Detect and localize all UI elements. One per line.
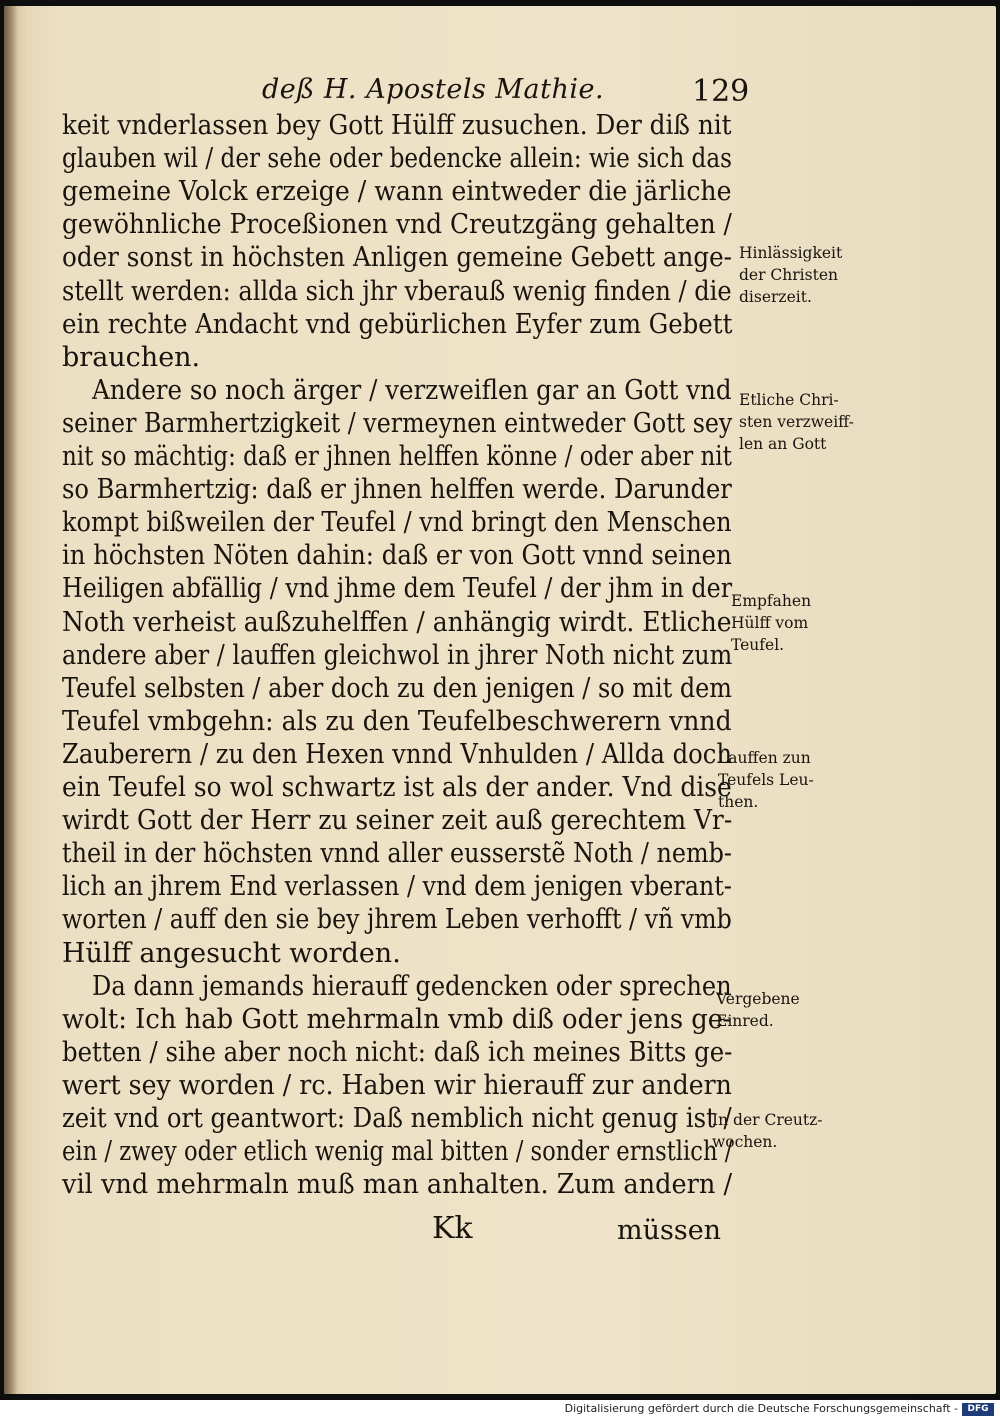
margin-note	[718, 747, 868, 813]
margin-note-line: sten verzweiff-	[739, 413, 854, 431]
margin-note-line: Teufel.	[731, 636, 785, 654]
text-line: stellt werden: allda sich jhr vberauß wenig finden / die	[62, 275, 732, 307]
text-line: Da dann jemands hierauff gedencken oder sprechen	[92, 970, 732, 1002]
signature-mark: Kk	[432, 1211, 473, 1246]
margin-note-line: Einred.	[716, 1012, 774, 1030]
text-line: andere aber / lauffen gleichwol in jhrer Noth nicht zum	[62, 639, 733, 671]
text-line: nit so mächtig: daß er jhnen helffen könne / oder aber nit	[62, 441, 732, 472]
text-line: so Barmhertzig: daß er jhnen helffen werde. Darunder	[62, 474, 732, 506]
margin-note-line: Hinlässigkeit	[739, 244, 843, 262]
text-line: keit vnderlassen bey Gott Hülff zusuchen. Der diß nit	[62, 110, 732, 141]
text-line: Hülff angesucht worden.	[62, 937, 401, 969]
margin-note-line: Empfahen	[731, 592, 812, 610]
text-line: seiner Barmhertzigkeit / vermeynen eintweder Gott sey	[62, 407, 733, 439]
margin-note-line: then.	[718, 793, 759, 811]
catchword-row	[62, 1211, 732, 1251]
text-line: Teufel selbsten / aber doch zu den jenigen / so mit dem	[62, 672, 732, 704]
margin-note	[712, 1109, 862, 1153]
margin-note-line: diserzeit.	[739, 288, 812, 306]
text-line: wolt: Ich hab Gott mehrmaln vmb diß oder jens ge-	[62, 1003, 732, 1035]
text-line: betten / sihe aber noch nicht: daß ich meines Bitts ge-	[62, 1036, 733, 1068]
text-line: Heiligen abfällig / vnd jhme dem Teufel / der jhm in der	[62, 573, 733, 605]
text-line: ein rechte Andacht vnd gebürlichen Eyfer zum Gebett	[62, 308, 733, 340]
margin-note-line: len an Gott	[739, 435, 827, 453]
dfg-logo: DFG	[962, 1403, 994, 1416]
footer-credit: Digitalisierung gefördert durch die Deutsche Forschungsgemeinschaft -	[564, 1402, 958, 1415]
running-head-title: deß H. Apostels Mathie.	[262, 74, 605, 105]
text-line: Teufel vmbgehn: als zu den Teufelbeschwerern vnnd	[62, 705, 732, 737]
text-line: brauchen.	[62, 341, 201, 373]
margin-note-line: In der Creutz-	[712, 1111, 823, 1129]
margin-note	[739, 242, 889, 308]
text-line: wert sey worden / rc. Haben wir hierauff zur andern	[62, 1069, 732, 1101]
text-line: theil in der höchsten vnnd aller eusserstẽ Noth / nemb-	[62, 838, 732, 870]
text-line: Andere so noch ärger / verzweiflen gar an Gott vnd	[92, 374, 732, 406]
text-line: worten / auff den sie bey jhrem Leben verhofft / vñ vmb	[62, 904, 732, 936]
catchword: müssen	[617, 1215, 722, 1246]
text-line: lich an jhrem End verlassen / vnd dem jenigen vberant-	[62, 871, 732, 903]
running-head	[262, 72, 762, 112]
text-line: vil vnd mehrmaln muß man anhalten. Zum andern /	[62, 1169, 733, 1201]
footer-bar	[0, 1400, 1000, 1419]
text-line: ein / zwey oder etlich wenig mal bitten / sonder ernstlich /	[62, 1136, 733, 1168]
text-line: Noth verheist außzuhelffen / anhängig wirdt. Etliche	[62, 606, 732, 638]
text-line: glauben wil / der sehe oder bedencke allein: wie sich das	[62, 143, 732, 175]
page-number: 129	[692, 74, 750, 109]
text-line: Zauberern / zu den Hexen vnnd Vnhulden / Allda doch	[62, 738, 732, 770]
margin-note-line: Hülff vom	[731, 614, 809, 632]
text-line: in höchsten Nöten dahin: daß er von Gott vnnd seinen	[62, 540, 732, 572]
margin-note	[739, 389, 889, 455]
text-line: gewöhnliche Proceßionen vnd Creutzgäng gehalten /	[62, 209, 732, 241]
text-line: zeit vnd ort geantwort: Daß nemblich nicht genug ist /	[62, 1103, 732, 1134]
margin-note	[731, 590, 881, 656]
text-line: kompt bißweilen der Teufel / vnd bringt den Menschen	[62, 507, 732, 539]
margin-note-line: wochen.	[712, 1133, 778, 1151]
margin-note-line: der Christen	[739, 266, 838, 284]
margin-note-line: Etliche Chri-	[739, 391, 839, 409]
text-line: gemeine Volck erzeige / wann eintweder die järliche	[62, 176, 732, 208]
margin-note-line: Lauffen zun	[718, 749, 811, 767]
margin-note	[716, 988, 866, 1032]
text-line: wirdt Gott der Herr zu seiner zeit auß gerechtem Vr-	[62, 805, 733, 837]
text-line: ein Teufel so wol schwartz ist als der ander. Vnd dise	[62, 772, 732, 803]
margin-note-line: Teufels Leu-	[718, 771, 814, 789]
text-line: oder sonst in höchsten Anligen gemeine Gebett ange-	[62, 242, 732, 274]
margin-note-line: Vergebene	[716, 990, 800, 1008]
book-page	[4, 6, 996, 1394]
